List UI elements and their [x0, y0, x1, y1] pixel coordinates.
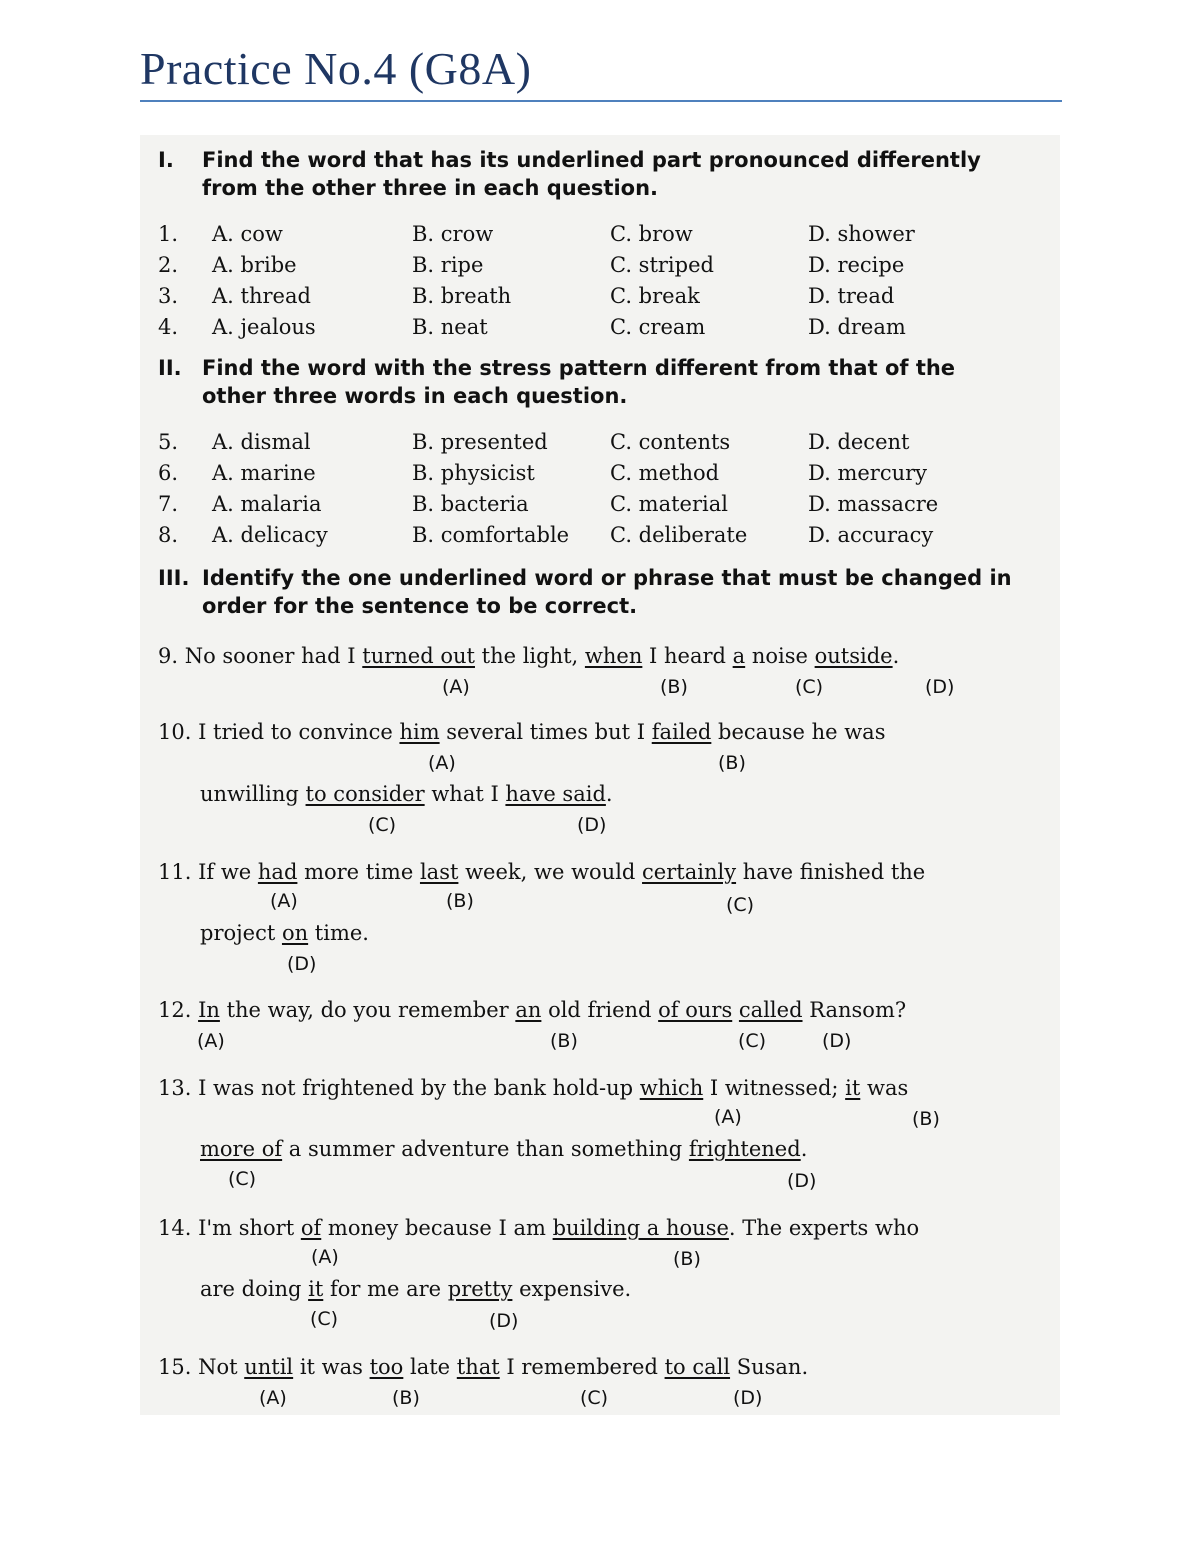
question-10-sentence-line-2: unwilling to consider what I have said.: [200, 782, 613, 806]
question-number: 8.: [158, 523, 179, 547]
q9-mark-b: (B): [660, 676, 688, 698]
question-14-sentence-line-1: 14. I'm short of money because I am building a house. The experts who: [158, 1216, 920, 1240]
q14-mark-c: (C): [310, 1308, 339, 1330]
option-b: B. physicist: [412, 461, 535, 485]
option-c: C. material: [610, 492, 728, 516]
question-11-sentence-line-2: project on time.: [200, 921, 369, 945]
q13-mark-d: (D): [787, 1170, 817, 1192]
q10-mark-b: (B): [718, 752, 746, 774]
option-b: B. ripe: [412, 253, 484, 277]
q13-mark-b: (B): [912, 1108, 940, 1130]
option-d: D. accuracy: [808, 523, 934, 547]
q9-mark-a: (A): [442, 676, 470, 698]
question-number: 3.: [158, 284, 179, 308]
question-number: 2.: [158, 253, 179, 277]
question-number: 4.: [158, 315, 179, 339]
option-a: A. malaria: [212, 492, 322, 516]
option-b: B. comfortable: [412, 523, 570, 547]
option-d: D. tread: [808, 284, 895, 308]
question-13-sentence-line-2: more of a summer adventure than something frightened.: [200, 1137, 808, 1161]
q14-mark-d: (D): [489, 1310, 519, 1332]
option-d: D. massacre: [808, 492, 939, 516]
q11-mark-c: (C): [726, 894, 755, 916]
question-9-sentence: 9. No sooner had I turned out the light, when I heard a noise outside.: [158, 644, 900, 668]
q12-mark-d: (D): [822, 1030, 852, 1052]
option-b: B. crow: [412, 222, 494, 246]
option-a: A. marine: [212, 461, 316, 485]
option-b: B. bacteria: [412, 492, 529, 516]
q9-mark-d: (D): [925, 676, 955, 698]
q12-mark-b: (B): [550, 1030, 578, 1052]
section-3-number: III.: [158, 566, 190, 590]
q15-mark-a: (A): [259, 1387, 287, 1409]
section-1-instruction: Find the word that has its underlined part pronounced differently from the other three in each question.: [202, 148, 981, 200]
option-b: B. presented: [412, 430, 548, 454]
q10-mark-c: (C): [368, 814, 397, 836]
section-2-instruction: Find the word with the stress pattern different from that of the other three words in each question.: [202, 356, 956, 408]
option-c: C. contents: [610, 430, 731, 454]
option-c: C. break: [610, 284, 700, 308]
q12-mark-a: (A): [197, 1030, 225, 1052]
question-10-sentence-line-1: 10. I tried to convince him several times but I failed because he was: [158, 720, 886, 744]
question-14-sentence-line-2: are doing it for me are pretty expensive.: [200, 1277, 632, 1301]
question-number: 1.: [158, 222, 179, 246]
q14-mark-b: (B): [673, 1248, 701, 1270]
q13-mark-a: (A): [714, 1106, 742, 1128]
option-b: B. neat: [412, 315, 488, 339]
q11-mark-a: (A): [270, 890, 298, 912]
q9-mark-c: (C): [795, 676, 824, 698]
q11-mark-d: (D): [287, 953, 317, 975]
section-2-number: II.: [158, 356, 182, 380]
option-a: A. jealous: [212, 315, 316, 339]
q15-mark-c: (C): [580, 1387, 609, 1409]
option-d: D. dream: [808, 315, 906, 339]
q13-mark-c: (C): [228, 1168, 257, 1190]
q12-mark-c: (C): [738, 1030, 767, 1052]
option-d: D. recipe: [808, 253, 905, 277]
question-15-sentence: 15. Not until it was too late that I remembered to call Susan.: [158, 1355, 809, 1379]
section-1-number: I.: [158, 148, 174, 172]
option-c: C. cream: [610, 315, 706, 339]
q15-mark-b: (B): [392, 1387, 420, 1409]
option-c: C. striped: [610, 253, 714, 277]
question-11-sentence-line-1: 11. If we had more time last week, we would certainly have finished the: [158, 860, 926, 884]
option-a: A. cow: [212, 222, 283, 246]
option-a: A. delicacy: [212, 523, 328, 547]
option-d: D. decent: [808, 430, 910, 454]
option-d: D. mercury: [808, 461, 928, 485]
q10-mark-a: (A): [428, 752, 456, 774]
q11-mark-b: (B): [446, 890, 474, 912]
question-number: 5.: [158, 430, 179, 454]
option-d: D. shower: [808, 222, 915, 246]
q14-mark-a: (A): [311, 1246, 339, 1268]
option-a: A. thread: [212, 284, 311, 308]
option-b: B. breath: [412, 284, 512, 308]
option-a: A. dismal: [212, 430, 311, 454]
question-number: 7.: [158, 492, 179, 516]
q10-mark-d: (D): [577, 814, 607, 836]
option-a: A. bribe: [212, 253, 297, 277]
question-number: 6.: [158, 461, 179, 485]
question-13-sentence-line-1: 13. I was not frightened by the bank hold-up which I witnessed; it was: [158, 1076, 909, 1100]
option-c: C. deliberate: [610, 523, 748, 547]
title-underline: [140, 100, 1062, 102]
option-c: C. method: [610, 461, 720, 485]
page-title: Practice No.4 (G8A): [140, 43, 532, 94]
section-3-instruction: Identify the one underlined word or phrase that must be changed in order for the sentence to be correct.: [202, 566, 1012, 618]
q15-mark-d: (D): [733, 1387, 763, 1409]
question-12-sentence: 12. In the way, do you remember an old friend of ours called Ransom?: [158, 998, 907, 1022]
option-c: C. brow: [610, 222, 693, 246]
